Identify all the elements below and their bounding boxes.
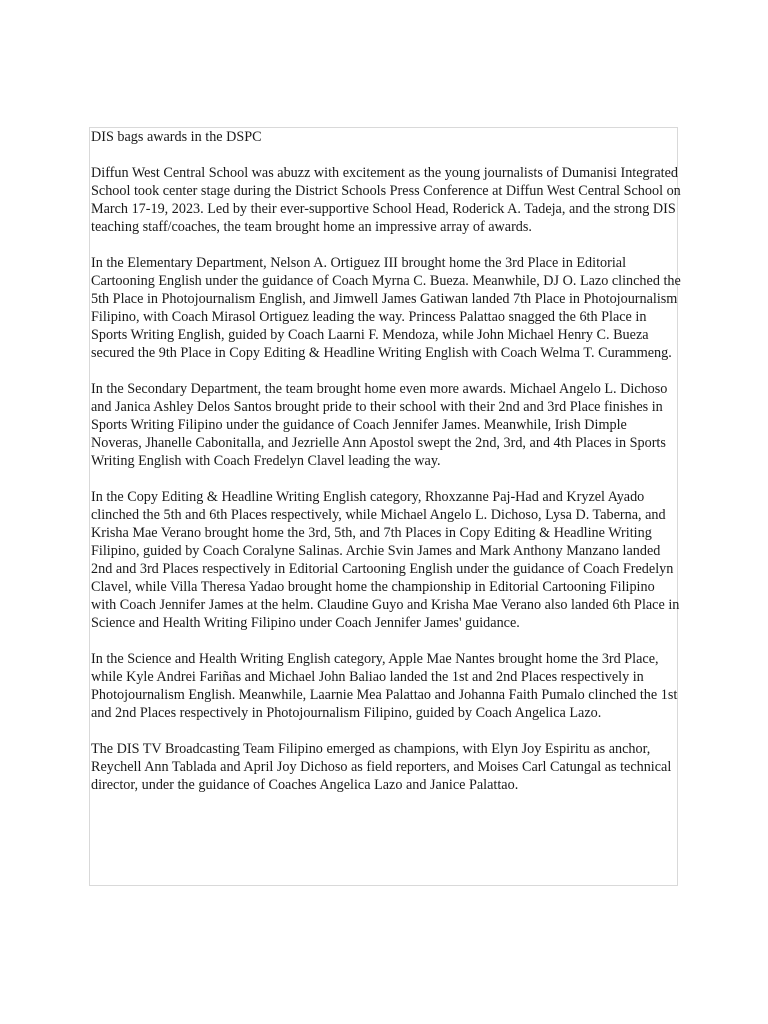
document-title: DIS bags awards in the DSPC — [91, 129, 262, 145]
paragraph-secondary: In the Secondary Department, the team brought home even more awards. Michael Angelo L. Dichoso and Janica Ashley Delos Santos brought pride to their school with their 2nd and 3rd Place finishes in Sports Writing Filipino under the guidance of Coach Jennifer James. Meanwhile, Irish Dimple Noveras, Jhanelle Cabonitalla, and Jezrielle Ann Apostol swept the 2nd, 3rd, and 4th Places in Sports Writing English with Coach Fredelyn Clavel leading the way. — [91, 381, 668, 469]
paragraph-copy-editing: In the Copy Editing & Headline Writing English category, Rhoxzanne Paj-Had and Kryzel Ayado clinched the 5th and 6th Places respectively, while Michael Angelo L. Dichoso, Lysa D. Taberna, and Krisha Mae Verano brought home the 3rd, 5th, and 7th Places in Copy Editing & Headline Writing Filipino, guided by Coach Coralyne Salinas. Archie Svin James and Mark Anthony Manzano landed 2nd and 3rd Places respectively in Editorial Cartooning English under the guidance of Coach Fredelyn Clavel, while Villa Theresa Yadao brought home the championship in Editorial Cartooning Filipino with Coach Jennifer James at the helm. Claudine Guyo and Krisha Mae Verano also landed 6th Place in Science and Health Writing Filipino under Coach Jennifer James' guidance. — [91, 489, 680, 631]
paragraph-intro: Diffun West Central School was abuzz with excitement as the young journalists of Dumanisi Integrated School took center stage during the District Schools Press Conference at Diffun West Central School on March 17-19, 2023. Led by their ever-supportive School Head, Roderick A. Tadeja, and the strong DIS teaching staff/coaches, the team brought home an impressive array of awards. — [91, 165, 681, 235]
paragraph-science-health: In the Science and Health Writing English category, Apple Mae Nantes brought home the 3rd Place, while Kyle Andrei Fariñas and Michael John Baliao landed the 1st and 2nd Places respectively in Photojournalism English. Meanwhile, Laarnie Mea Palattao and Johanna Faith Pumalo clinched the 1st and 2nd Places respectively in Photojournalism Filipino, guided by Coach Angelica Lazo. — [91, 651, 678, 721]
paragraph-elementary: In the Elementary Department, Nelson A. Ortiguez III brought home the 3rd Place in Editorial Cartooning English under the guidance of Coach Myrna C. Bueza. Meanwhile, DJ O. Lazo clinched the 5th Place in Photojournalism English, and Jimwell James Gatiwan landed 7th Place in Photojournalism Filipino, with Coach Mirasol Ortiguez leading the way. Princess Palattao snagged the 6th Place in Sports Writing English, guided by Coach Laarni F. Mendoza, while John Michael Henry C. Bueza secured the 9th Place in Copy Editing & Headline Writing English with Coach Welma T. Curammeng. — [91, 255, 681, 361]
document-body — [91, 128, 681, 794]
paragraph-broadcasting: The DIS TV Broadcasting Team Filipino emerged as champions, with Elyn Joy Espiritu as anchor, Reychell Ann Tablada and April Joy Dichoso as field reporters, and Moises Carl Catungal as technical director, under the guidance of Coaches Angelica Lazo and Janice Palattao. — [91, 741, 672, 793]
